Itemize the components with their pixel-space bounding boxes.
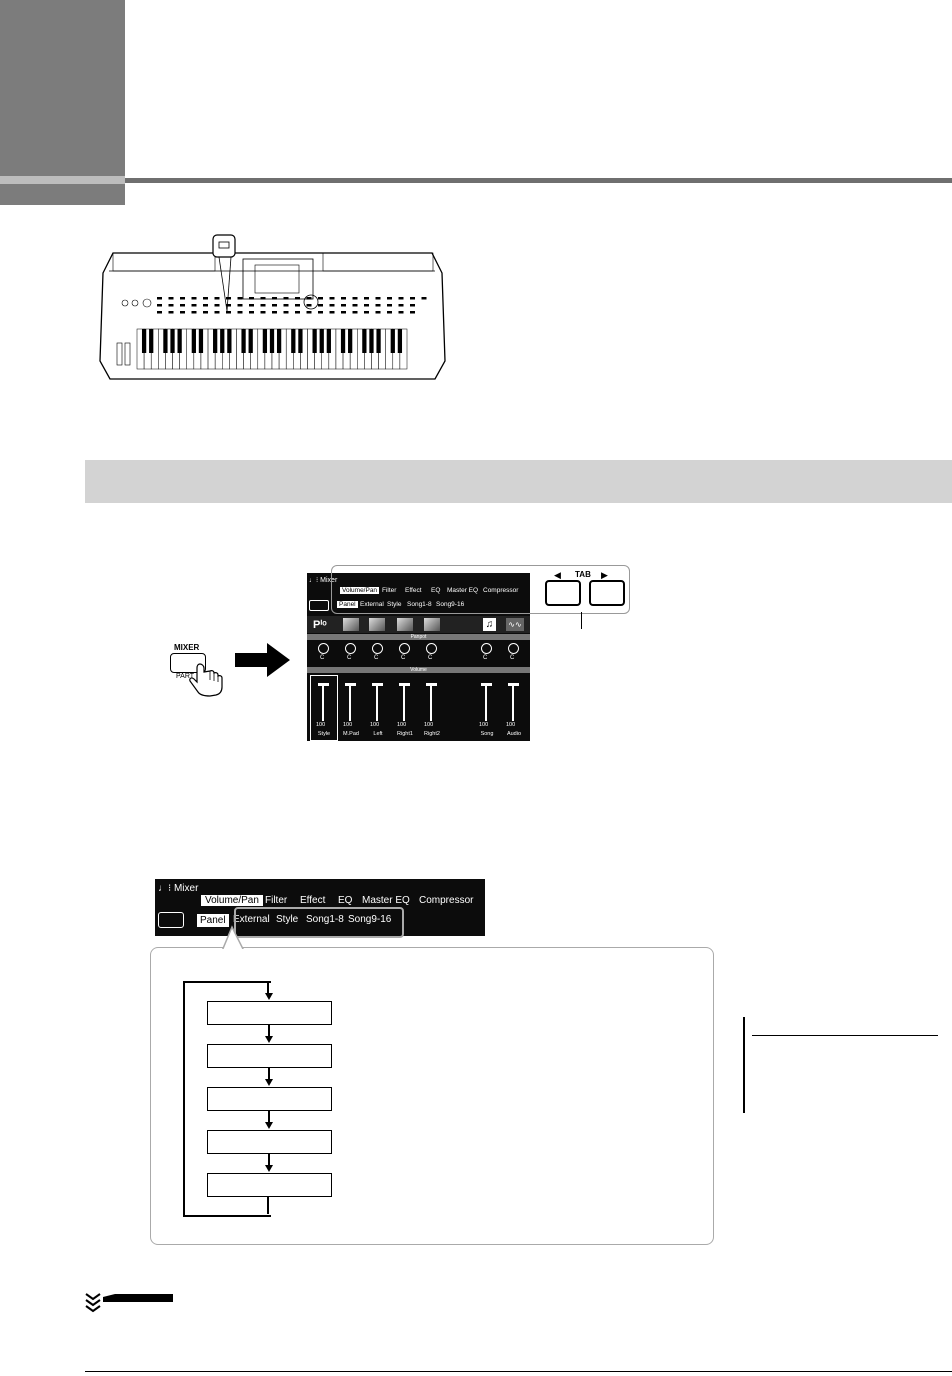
volume-value: 100 — [316, 722, 326, 728]
top-tab[interactable]: Effect — [405, 587, 422, 594]
pan-knob[interactable] — [318, 643, 329, 654]
back-icon[interactable] — [309, 600, 329, 611]
strip-sub-tab[interactable]: External — [233, 914, 270, 925]
pan-knob[interactable] — [481, 643, 492, 654]
pan-value: C — [347, 655, 352, 661]
fader-knob[interactable] — [399, 683, 410, 686]
volume-value: 100 — [397, 722, 407, 728]
strip-sub-tab[interactable]: Panel — [197, 914, 229, 927]
callout-line — [581, 612, 582, 629]
top-tab[interactable]: Compressor — [483, 587, 519, 594]
tab-left-arrow: ◀ — [554, 570, 561, 580]
part-name[interactable]: Right1 — [397, 731, 413, 737]
strip-top-tab[interactable]: Compressor — [419, 895, 474, 906]
continue-icon — [85, 1292, 177, 1316]
part-name[interactable]: M.Pad — [343, 731, 359, 737]
pan-knob[interactable] — [508, 643, 519, 654]
pan-value: C — [510, 655, 515, 661]
chapter-side-tab — [0, 0, 125, 205]
part-label: PART — [176, 673, 195, 680]
instrument-icon — [397, 618, 413, 631]
volume-value: 100 — [343, 722, 353, 728]
part-name[interactable]: Left — [373, 731, 383, 737]
part-name[interactable]: Right2 — [424, 731, 440, 737]
volume-value: 100 — [424, 722, 434, 728]
note-box-bar — [743, 1017, 745, 1113]
mixer-button-illustration — [168, 640, 228, 700]
part-name[interactable]: Song — [480, 731, 494, 737]
finger-press-icon — [186, 662, 228, 698]
sub-tab[interactable]: Style — [387, 601, 402, 608]
pan-value: C — [374, 655, 379, 661]
pan-value: C — [483, 655, 488, 661]
mixer-strip-title: ♩⁝ Mixer — [158, 883, 199, 894]
tab-left-button[interactable] — [545, 580, 581, 606]
tab-right-button[interactable] — [589, 580, 625, 606]
volume-header: Volume — [307, 667, 530, 673]
fader-knob[interactable] — [481, 683, 492, 686]
footer-rule — [85, 1371, 952, 1372]
header-rule — [125, 178, 952, 183]
loop-line-top — [267, 981, 269, 995]
pan-value: C — [428, 655, 433, 661]
top-tab[interactable]: EQ — [431, 587, 441, 594]
strip-sub-tab[interactable]: Style — [276, 914, 299, 925]
top-tab[interactable]: Filter — [382, 587, 397, 594]
section-heading-bar — [85, 460, 952, 503]
strip-sub-tab[interactable]: Song1-8 — [306, 914, 344, 925]
pan-knob[interactable] — [345, 643, 356, 654]
part-name[interactable]: Style — [317, 731, 331, 737]
fader-knob[interactable] — [426, 683, 437, 686]
volume-fader[interactable] — [403, 683, 405, 721]
tab-right-arrow: ▶ — [601, 570, 608, 580]
right-arrow-icon — [235, 643, 290, 677]
volume-fader[interactable] — [349, 683, 351, 721]
sub-tab[interactable]: Panel — [339, 601, 356, 608]
part-icon-row — [307, 616, 530, 633]
part-name[interactable]: Audio — [506, 731, 522, 737]
loop-line-bottom — [267, 1196, 269, 1214]
pan-knob[interactable] — [372, 643, 383, 654]
audio-wave-icon: ∿∿ — [506, 618, 524, 631]
instrument-icon — [424, 618, 440, 631]
fader-knob[interactable] — [372, 683, 383, 686]
back-icon[interactable] — [158, 912, 184, 928]
volume-value: 100 — [479, 722, 489, 728]
pad-icon: Pⁱᵒ — [313, 619, 327, 631]
callout-pointer — [222, 925, 262, 951]
volume-fader[interactable] — [430, 683, 432, 721]
strip-top-tab[interactable]: Volume/Pan — [201, 895, 263, 906]
pan-knob[interactable] — [426, 643, 437, 654]
note-icon: ♫ — [483, 618, 496, 631]
strip-top-tab[interactable]: Effect — [300, 895, 326, 906]
volume-value: 100 — [506, 722, 516, 728]
pan-knob[interactable] — [399, 643, 410, 654]
loop-line-left — [183, 981, 271, 1217]
pan-value: C — [401, 655, 406, 661]
volume-fader[interactable] — [512, 683, 514, 721]
instrument-icon — [343, 618, 359, 631]
top-tab[interactable]: Volume/Pan — [342, 587, 378, 594]
sub-tab[interactable]: Song9-16 — [436, 601, 465, 608]
mixer-button-label: MIXER — [174, 643, 200, 652]
volume-fader[interactable] — [376, 683, 378, 721]
sub-tab[interactable]: Song1-8 — [407, 601, 432, 608]
pan-value: C — [320, 655, 325, 661]
volume-fader[interactable] — [485, 683, 487, 721]
selected-part-frame — [310, 675, 338, 741]
volume-value: 100 — [370, 722, 380, 728]
fader-knob[interactable] — [508, 683, 519, 686]
strip-top-tab[interactable]: Filter — [265, 895, 288, 906]
keyboard-illustration — [95, 233, 450, 383]
instrument-icon — [369, 618, 385, 631]
note-box-rule — [752, 1035, 938, 1036]
strip-top-tab[interactable]: EQ — [338, 895, 353, 906]
mixer-screen-title: ♩⁝ Mixer — [309, 577, 338, 584]
strip-sub-tab[interactable]: Song9-16 — [348, 914, 392, 925]
panpot-header: Panpot — [307, 634, 530, 640]
fader-knob[interactable] — [345, 683, 356, 686]
tab-label: TAB — [575, 570, 591, 579]
strip-top-tab[interactable]: Master EQ — [362, 895, 410, 906]
sub-tab[interactable]: External — [360, 601, 384, 608]
top-tab[interactable]: Master EQ — [447, 587, 479, 594]
